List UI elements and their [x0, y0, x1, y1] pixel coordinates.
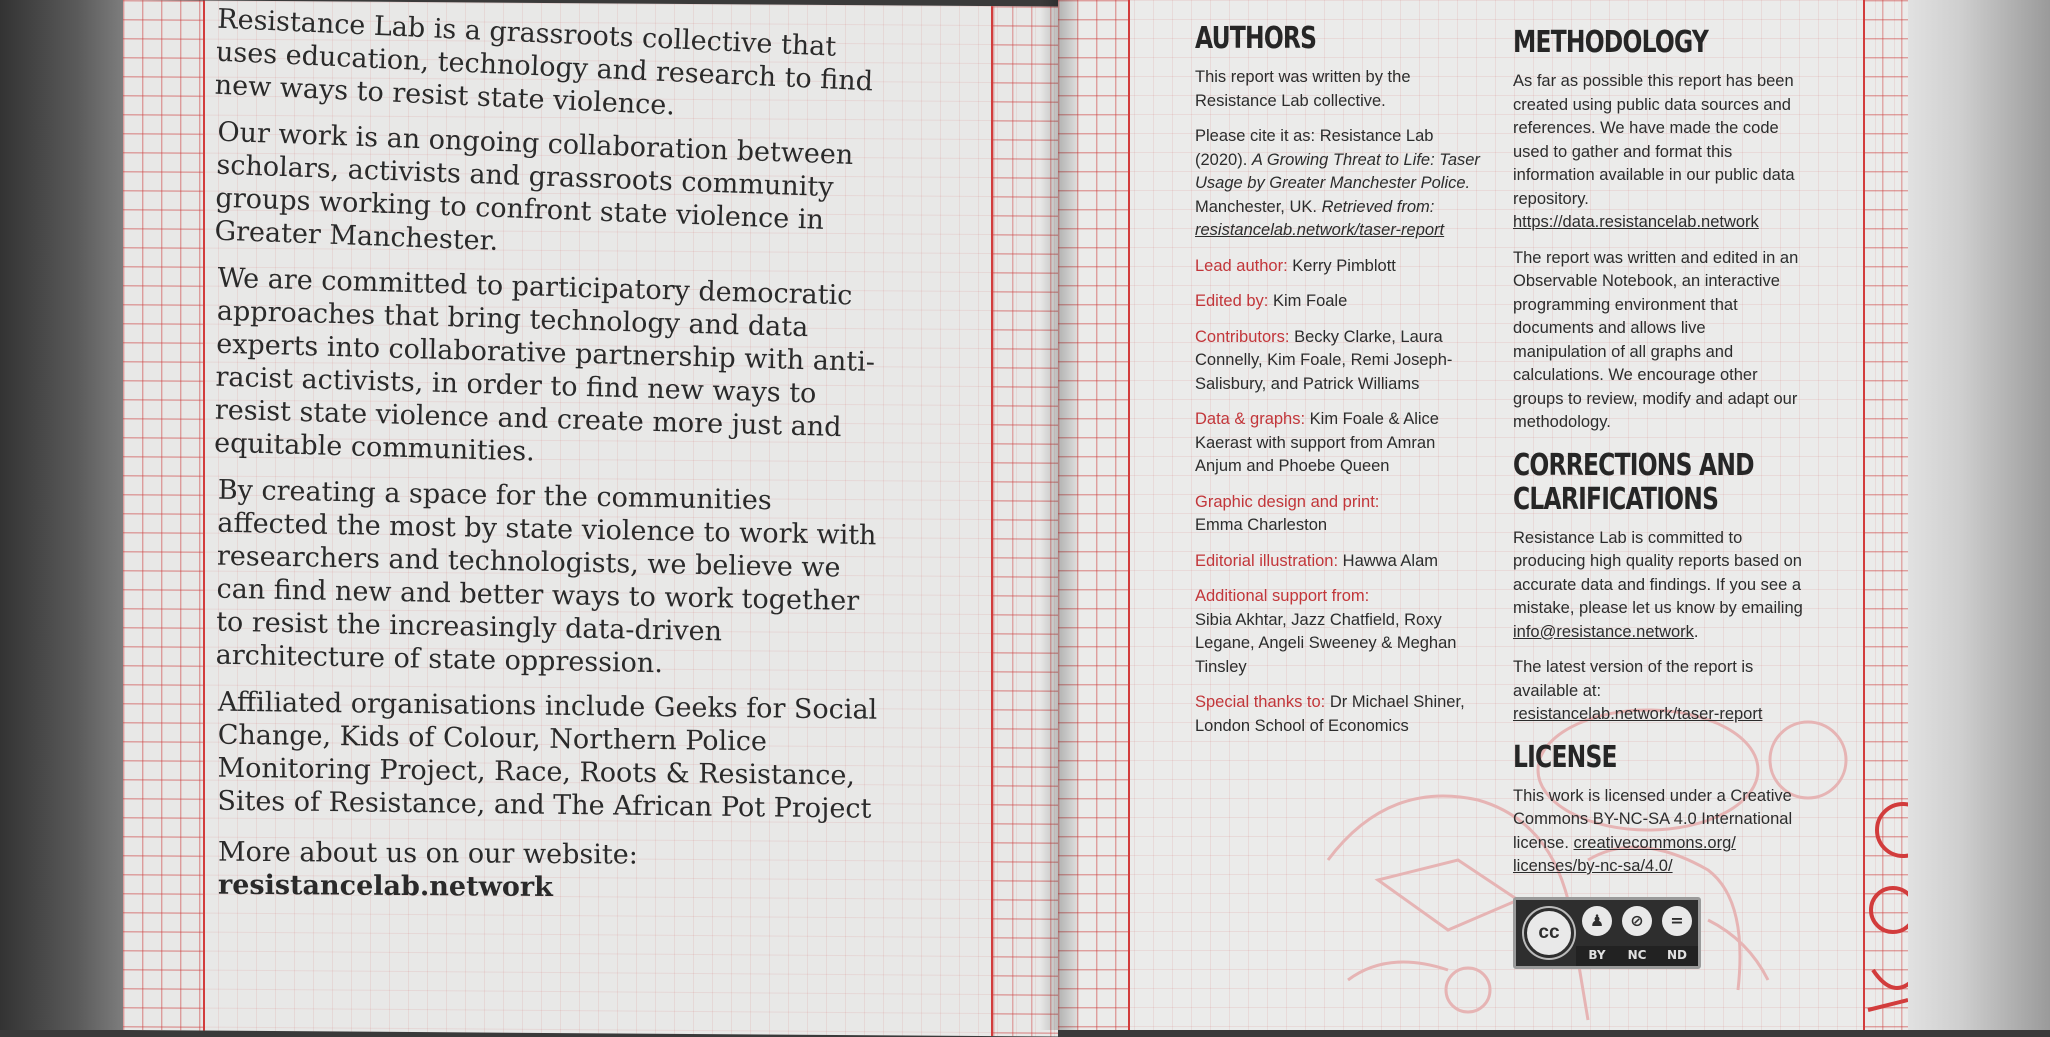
corrections-paragraph-2 [1513, 656, 1803, 727]
license-link[interactable]: creativecommons.org/ licenses/by-nc-sa/4.0/ [1513, 833, 1736, 875]
credit-value: Hawwa Alam [1342, 551, 1439, 570]
credit-label: Lead author: [1195, 256, 1288, 275]
citation-prefix: Please cite it as: Resistance Lab (2020). [1195, 127, 1434, 169]
affiliated-organisations: Affiliated organisations include Geeks for Social Change, Kids of Colour, Northern Police Monitoring Project, Race, Roots & Resistance, Sites of Resistance, and The African Pot Project [217, 686, 878, 825]
about-paragraph-1: Resistance Lab is a grassroots collective that uses education, technology and research to find new ways to resist state violence. [214, 3, 874, 122]
credit-label: Editorial illustration: [1195, 551, 1339, 570]
by-person-icon: ♟ [1582, 906, 1612, 936]
credit-label: Edited by: [1195, 292, 1269, 310]
about-paragraph-3: We are committed to participatory democratic approaches that bring technology and data experts into collaborative partnership with anti-racist activists, in order to find new ways to resist state violence and create more just and equitable communities. [213, 262, 876, 468]
license-heading: LICENSE [1513, 739, 1617, 775]
methodology-text: As far as possible this report has been created using public data sources and references. We have made the code used to gather and format this information available in our public data repository. [1513, 72, 1795, 208]
cc-icon: cc [1524, 908, 1574, 958]
credit-edited-by [1195, 290, 1480, 314]
credit-value: Becky Clarke, Laura Connelly, Kim Foale, Remi Joseph-Salisbury, and Patrick Williams [1195, 327, 1453, 393]
credit-lead-author [1195, 255, 1480, 279]
credit-label: Additional support from: [1195, 587, 1370, 605]
about-paragraph-2: Our work is an ongoing collaboration between scholars, activists and grassroots community groups working to confront state violence in Greater Manchester. [214, 116, 854, 257]
credit-label: Data & graphs: [1195, 410, 1306, 428]
nc-label: NC [1627, 947, 1647, 962]
credit-value: Emma Charleston [1195, 516, 1328, 534]
corrections-text: Resistance Lab is committed to producing high quality reports based on accurate data and findings. If you see a mistake, please let us know by emailing [1513, 528, 1803, 617]
table-surface-right [1900, 0, 2050, 1030]
book-gutter [1040, 0, 1078, 1030]
credit-additional-support [1195, 585, 1480, 679]
website-block [218, 836, 878, 907]
table-shadow-left [0, 0, 140, 1030]
about-text [213, 1, 878, 921]
left-page [123, 0, 1058, 1037]
right-outer-margin-grid [1863, 0, 1908, 1030]
nd-equals-icon: = [1662, 906, 1692, 936]
corrections-paragraph-1 [1513, 527, 1803, 645]
citation [1195, 125, 1480, 243]
right-inner-margin-line [1128, 0, 1130, 1030]
license-text [1513, 785, 1803, 879]
credit-value: Kim Foale [1272, 292, 1348, 310]
by-label: BY [1588, 947, 1606, 962]
credit-label: Special thanks to: [1195, 693, 1326, 711]
license-description: This work is licensed under a Creative Commons BY-NC-SA 4.0 International license. [1513, 786, 1793, 852]
website-url[interactable]: resistancelab.network [218, 869, 553, 904]
methodology-heading: METHODOLOGY [1513, 25, 1709, 60]
nd-label: ND [1666, 947, 1687, 962]
credit-special-thanks [1195, 691, 1480, 738]
credit-value: Sibia Akhtar, Jazz Chatfield, Roxy Legane, Angeli Sweeney & Meghan Tinsley [1195, 610, 1457, 676]
contact-email-link[interactable]: info@resistance.network [1513, 622, 1694, 641]
corrections-heading-line-2: CLARIFICATIONS [1513, 481, 1719, 517]
credit-graphic-design [1195, 491, 1480, 538]
right-outer-margin-line [1863, 0, 1865, 1030]
credit-contributors [1195, 326, 1480, 397]
data-repository-link[interactable]: https://data.resistancelab.network [1513, 213, 1759, 231]
citation-title: A Growing Threat to Life: Taser Usage by Greater Manchester Police. [1195, 150, 1480, 192]
authors-intro: This report was written by the Resistance Lab collective. [1195, 68, 1411, 110]
nc-no-dollar-icon: ⊘ [1622, 906, 1652, 936]
citation-place: Manchester, UK. [1195, 197, 1322, 216]
latest-version-text: The latest version of the report is available at: [1513, 658, 1754, 700]
credit-editorial-illustration [1195, 550, 1480, 574]
left-inner-margin-line [991, 6, 993, 1036]
credit-data-graphs [1195, 408, 1480, 479]
credit-value: Kerry Pimblott [1292, 256, 1396, 275]
citation-url[interactable]: resistancelab.network/taser-report [1195, 221, 1445, 239]
credit-label: Contributors: [1195, 327, 1290, 346]
authors-heading: AUTHORS [1195, 21, 1317, 56]
corrections-heading-line-1: CORRECTIONS AND [1513, 447, 1754, 483]
corrections-period: . [1693, 622, 1699, 641]
credit-value: Kim Foale & Alice Kaerast with support from Amran Anjum and Phoebe Queen [1195, 410, 1439, 475]
citation-retrieved: Retrieved from: [1321, 197, 1435, 216]
credit-label: Graphic design and print: [1195, 492, 1380, 511]
credit-value: Dr Michael Shiner, London School of Economics [1195, 693, 1465, 735]
left-margin-grid [123, 0, 203, 1031]
right-page [1058, 0, 1908, 1030]
left-margin-line [203, 1, 205, 1031]
methodology-paragraph-1 [1513, 70, 1803, 235]
website-intro: More about us on our website: [218, 836, 638, 871]
latest-version-link[interactable]: resistancelab.network/taser-report [1513, 705, 1763, 723]
methodology-paragraph-2: The report was written and edited in an Observable Notebook, an interactive programming environment that documents and allows live manipulation of all graphs and calculations. We encourage other groups to review, modify and adapt our methodology. [1513, 248, 1799, 431]
creative-commons-badge[interactable] [1513, 897, 1701, 969]
methodology-column [1513, 26, 1803, 969]
authors-column [1195, 22, 1480, 750]
about-paragraph-4: By creating a space for the communities affected the most by state violence to work with researchers and technologists, we believe we can find new and better ways to work together to resist the increasingly data-driven architecture of state oppression. [215, 474, 877, 680]
